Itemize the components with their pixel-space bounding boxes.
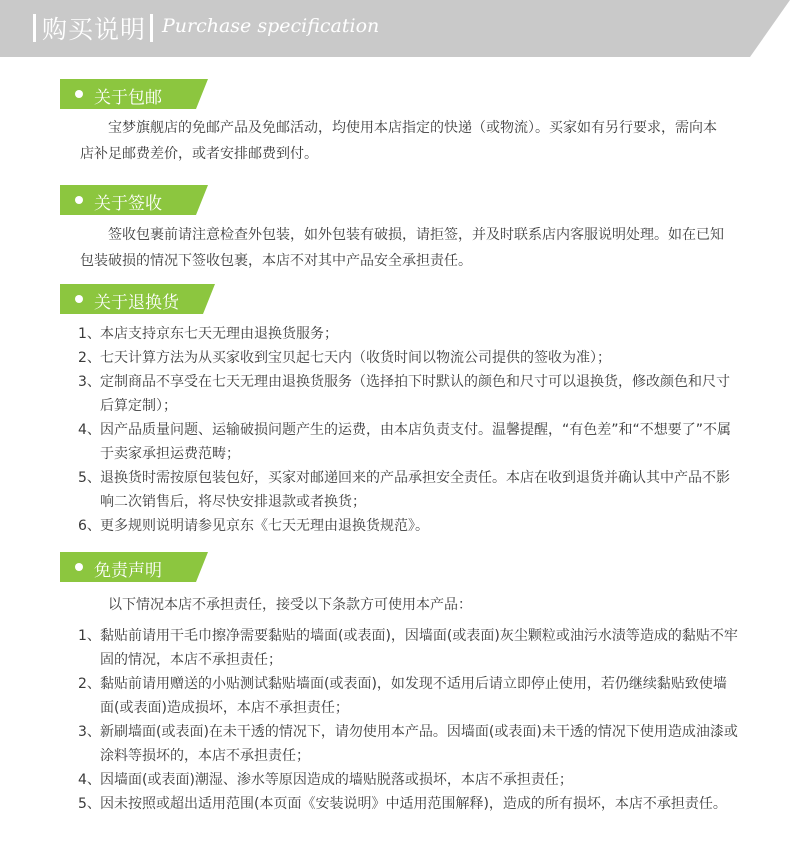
- bullet-icon: [75, 90, 83, 98]
- list-number: 6、: [78, 518, 101, 534]
- section-tag-signing: [60, 185, 208, 215]
- bullet-icon: [75, 196, 83, 204]
- returns-list: [78, 322, 738, 538]
- list-item: [78, 792, 738, 816]
- list-text: 新刷墙面(或表面)在未干透的情况下，请勿使用本产品。因墙面(或表面)未干透的情况下使用造成油漆或涂料等损坏的，本店不承担责任；: [100, 724, 738, 764]
- section-tag-returns: [60, 284, 215, 314]
- list-number: 3、: [78, 374, 101, 390]
- list-text: 定制商品不享受在七天无理由退换货服务（选择拍下时默认的颜色和尺寸可以退换货，修改颜色和尺寸后算定制）；: [100, 374, 730, 414]
- list-number: 5、: [78, 470, 101, 486]
- list-text: 黏贴前请用干毛巾擦净需要黏贴的墙面(或表面)，因墙面(或表面)灰尘颗粒或油污水渍等造成的黏贴不牢固的情况，本店不承担责任；: [100, 628, 738, 668]
- list-item: [78, 768, 738, 792]
- list-item: [78, 322, 738, 346]
- list-text: 黏贴前请用赠送的小贴测试黏贴墙面(或表面)，如发现不适用后请立即停止使用，若仍继续黏贴致使墙面(或表面)造成损坏，本店不承担责任；: [100, 676, 727, 716]
- section-title: 关于退换货: [94, 293, 179, 313]
- signing-text: 签收包裹前请注意检查外包装，如外包装有破损，请拒签，并及时联系店内客服说明处理。如在已知包装破损的情况下签收包裹，本店不对其中产品安全承担责任。: [80, 227, 724, 269]
- list-text: 七天计算方法为从买家收到宝贝起七天内（收货时间以物流公司提供的签收为准）；: [100, 350, 611, 366]
- list-item: [78, 466, 738, 514]
- header-banner: [0, 0, 790, 57]
- list-text: 因产品质量问题、运输破损问题产生的运费，由本店负责支付。温馨提醒，“有色差”和“不想要了”不属于卖家承担运费范畴；: [100, 422, 732, 462]
- list-item: [78, 672, 738, 720]
- list-item: [78, 720, 738, 768]
- list-text: 因墙面(或表面)潮湿、渗水等原因造成的墙贴脱落或损坏，本店不承担责任；: [100, 772, 573, 788]
- list-item: [78, 370, 738, 418]
- section-tag-postage: [60, 79, 208, 109]
- section-title: 关于签收: [94, 194, 162, 214]
- disclaimer-intro: 以下情况本店不承担责任，接受以下条款方可使用本产品：: [108, 597, 472, 613]
- list-item: [78, 514, 738, 538]
- banner-title: 购买说明: [42, 15, 147, 44]
- postage-text: 宝梦旗舰店的免邮产品及免邮活动，均使用本店指定的快递（或物流）。买家如有另行要求，需向本店补足邮费差价，或者安排邮费到付。: [80, 120, 717, 162]
- banner-divider: [33, 14, 36, 42]
- list-text: 退换货时需按原包装包好，买家对邮递回来的产品承担安全责任。本店在收到退货并确认其中产品不影响二次销售后，将尽快安排退款或者换货；: [100, 470, 730, 510]
- list-number: 4、: [78, 772, 101, 788]
- list-text: 因未按照或超出适用范围(本页面《安装说明》中适用范围解释)，造成的所有损坏，本店不承担责任。: [100, 796, 727, 812]
- list-text: 本店支持京东七天无理由退换货服务；: [100, 326, 338, 342]
- disclaimer-list: [78, 624, 738, 816]
- list-item: [78, 418, 738, 466]
- bullet-icon: [75, 563, 83, 571]
- list-item: [78, 346, 738, 370]
- list-number: 1、: [78, 326, 101, 342]
- list-number: 4、: [78, 422, 101, 438]
- list-item: [78, 624, 738, 672]
- section-title: 关于包邮: [94, 88, 162, 108]
- list-number: 2、: [78, 350, 101, 366]
- section-title: 免责声明: [94, 561, 162, 581]
- section-tag-disclaimer: [60, 552, 208, 582]
- list-number: 3、: [78, 724, 101, 740]
- banner-divider: [150, 14, 153, 42]
- list-number: 2、: [78, 676, 101, 692]
- list-text: 更多规则说明请参见京东《七天无理由退换货规范》。: [100, 518, 429, 534]
- list-number: 5、: [78, 796, 101, 812]
- banner-subtitle: Purchase specification: [162, 15, 380, 37]
- bullet-icon: [75, 295, 83, 303]
- list-number: 1、: [78, 628, 101, 644]
